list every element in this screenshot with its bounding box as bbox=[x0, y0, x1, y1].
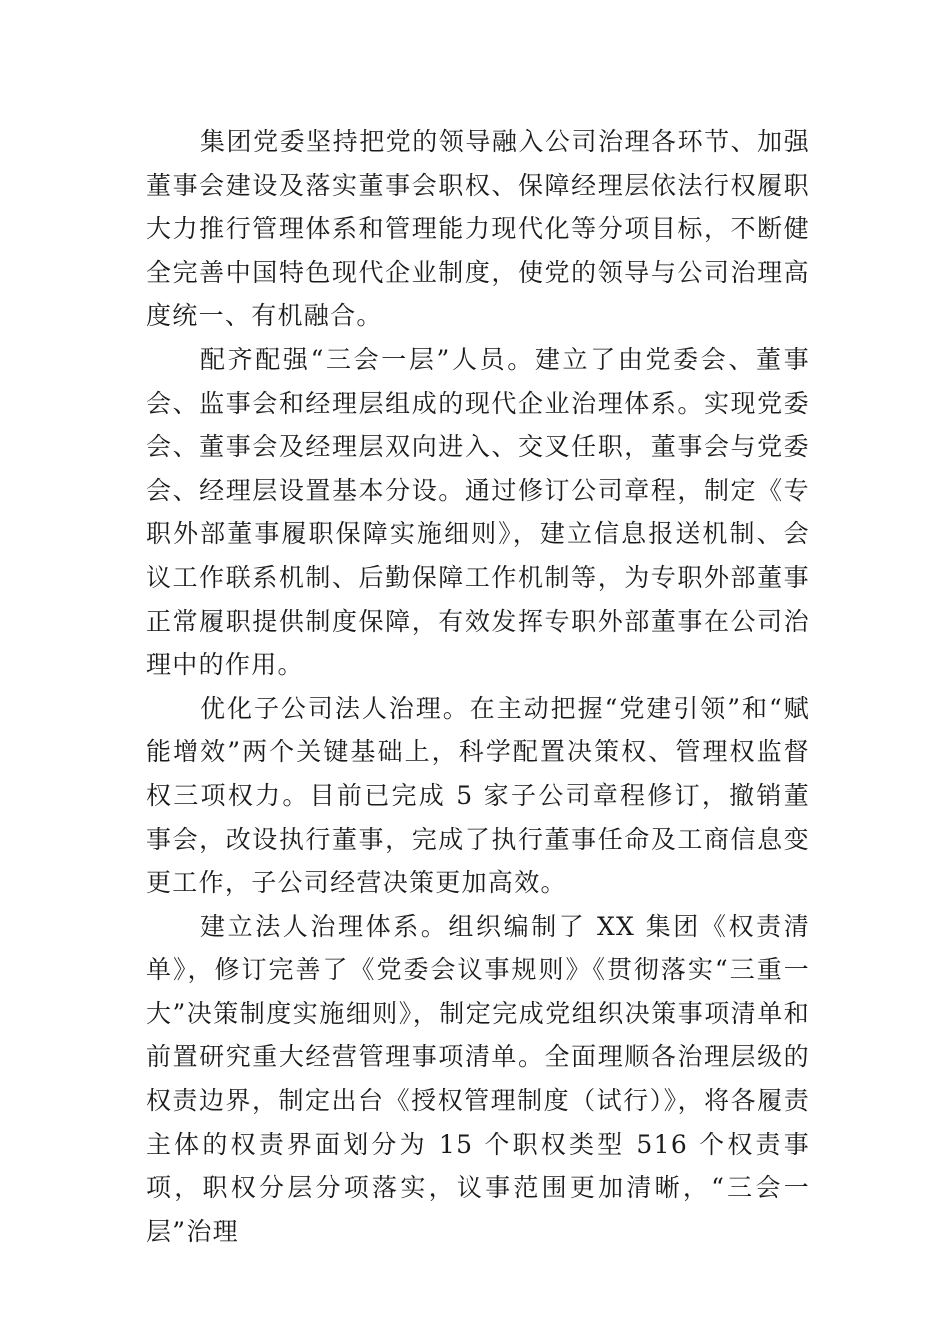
paragraph-governance-system: 建立法人治理体系。组织编制了 XX 集团《权责清单》，修订完善了《党委会议事规则》《贯彻落实“三重一大”决策制度实施细则》，制定完成党组织决策事项清单和前置研究重大经营管理事项清单。全面理顺各治理层级的权责边界，制定出台《授权管理制度（试行）》，将各履责主体的权责界面划分为 15 个职权类型 516 个权责事项，职权分层分项落实，议事范围更加清晰，“三会一层”治理 bbox=[146, 911, 810, 1246]
document-body bbox=[146, 120, 810, 1253]
paragraph-subsidiary-governance: 优化子公司法人治理。在主动把握“党建引领”和“赋能增效”两个关键基础上，科学配置决策权、管理权监督权三项权力。目前已完成 5 家子公司章程修订，撤销董事会，改设执行董事，完成了执行董事任命及工商信息变更工作，子公司经营决策更加高效。 bbox=[146, 693, 810, 898]
paragraph-three-committees: 配齐配强“三会一层”人员。建立了由党委会、董事会、监事会和经理层组成的现代企业治理体系。实现党委会、董事会及经理层双向进入、交叉任职，董事会与党委会、经理层设置基本分设。通过修订公司章程，制定《专职外部董事履职保障实施细则》，建立信息报送机制、会议工作联系机制、后勤保障工作机制等，为专职外部董事正常履职提供制度保障，有效发挥专职外部董事在公司治理中的作用。 bbox=[146, 344, 810, 680]
paragraph-intro: 集团党委坚持把党的领导融入公司治理各环节、加强董事会建设及落实董事会职权、保障经理层依法行权履职大力推行管理体系和管理能力现代化等分项目标，不断健全完善中国特色现代企业制度，使党的领导与公司治理高度统一、有机融合。 bbox=[146, 127, 810, 331]
